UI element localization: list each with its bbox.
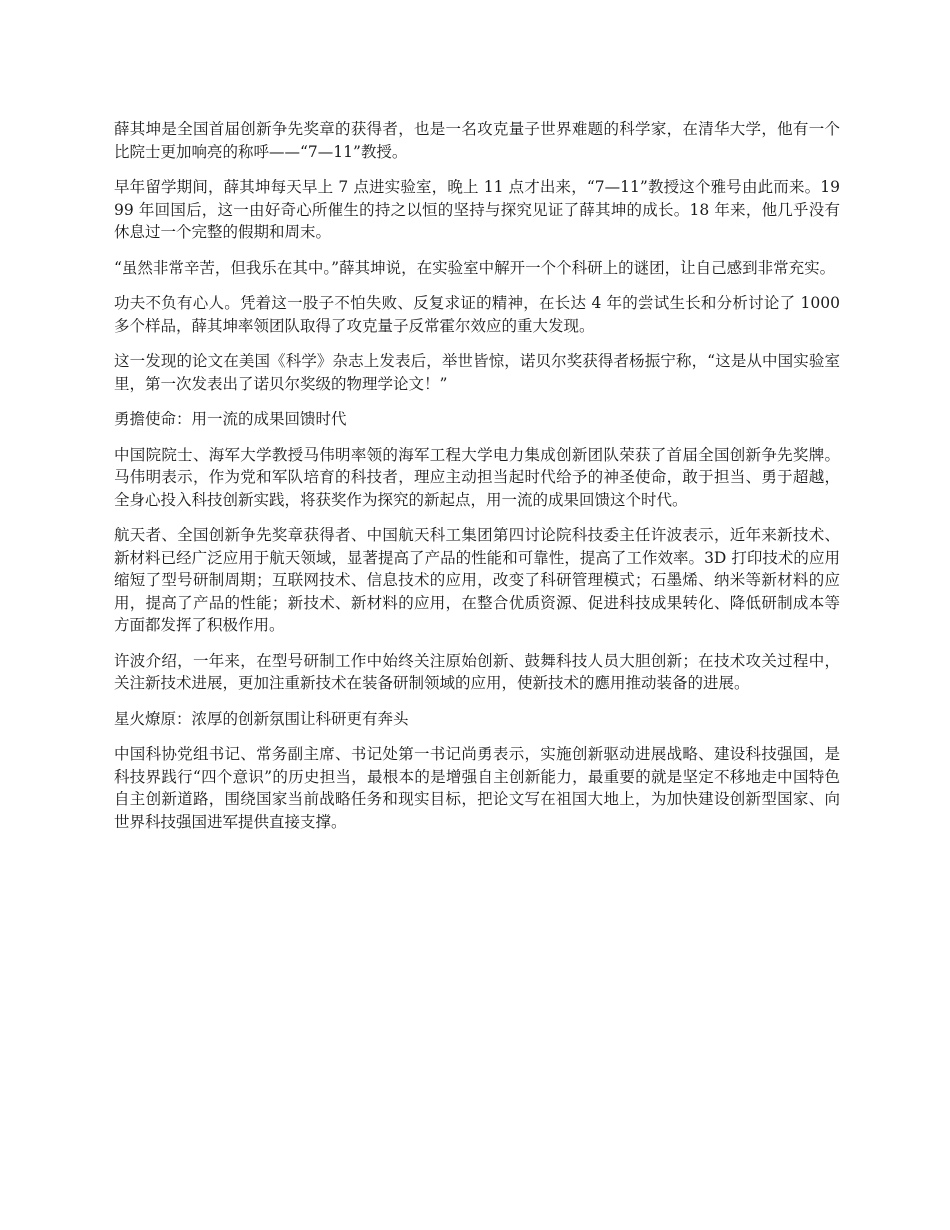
paragraph-xue-discovery: 功夫不负有心人。凭着这一股子不怕失败、反复求证的精神，在长达 4 年的尝试生长和分析讨论了 1000 多个样品，薛其坤率领团队取得了攻克量子反常霍尔效应的重大发现。 [114,294,840,335]
section-heading-mission: 勇擔使命：用一流的成果回馈时代 [114,410,347,428]
paragraph-shang-yong: 中国科协党组书记、常务副主席、书记处第一书记尚勇表示，实施创新驱动进展战略、建设科技强国，是科技界践行“四个意识”的历史担当，最根本的是增强自主创新能力，最重要的就是坚定不移地走中国特色自主创新道路，围绕国家当前战略任务和现实目标，把论文写在祖国大地上，为加快建设创新型国家、向世界科技强国进军提供直接支撑。 [114,745,840,831]
paragraph-ma-weiming: 中国院院士、海军大学教授马伟明率领的海军工程大学电力集成创新团队荣获了首届全国创新争先奖牌。马伟明表示，作为党和军队培育的科技者，理应主动担当起时代给予的神圣使命，敢于担当、勇于超越，全身心投入科技创新实践，将获奖作为探究的新起点，用一流的成果回馈这个时代。 [114,445,840,509]
paragraph-xu-bo-statement: 航天者、全国创新争先奖章获得者、中国航天科工集团第四讨论院科技委主任许波表示，近年来新技术、新材料已经广泛应用于航天领域，显著提高了产品的性能和可靠性，提高了工作效率。3D 打印技术的应用缩短了型号研制周期；互联网技术、信息技术的应用，改变了科研管理模式；石墨烯、纳米等新材料的应用，提高了产品的性能；新技术、新材料的应用，在整合优质资源、促进科技成果转化、降低研制成本等方面都发挥了积极作用。 [114,526,840,634]
document-body [114,118,840,846]
paragraph-xue-intro: 薛其坤是全国首届创新争先奖章的获得者，也是一名攻克量子世界难题的科学家，在清华大学，他有一个比院士更加响亮的称呼——“7—11”教授。 [114,120,840,161]
paragraph-xue-nickname: 早年留学期间，薛其坤每天早上 7 点进实验室，晚上 11 点才出来，“7—11”教授这个雅号由此而来。1999 年回国后，这一由好奇心所催生的持之以恒的坚持与探究见证了薛其坤的成长。18 年来，他几乎没有休息过一个完整的假期和周末。 [114,178,840,241]
paragraph-xue-quote: “虽然非常辛苦，但我乐在其中。”薛其坤说，在实验室中解开一个个科研上的谜团，让自己感到非常充实。 [114,258,836,277]
section-heading-spark: 星火燎原：浓厚的创新氛围让科研更有奔头 [114,709,409,728]
paragraph-xu-bo-intro: 许波介绍，一年来，在型号研制工作中始终关注原始创新、鼓舞科技人员大胆创新；在技术攻关过程中，关注新技术进展，更加注重新技术在装备研制领域的应用，使新技术的應用推动装备的进展。 [114,651,840,692]
paragraph-science-paper: 这一发现的论文在美国《科学》杂志上发表后，举世皆惊，诺贝尔奖获得者杨振宁称，“这是从中国实验室里，第一次发表出了诺贝尔奖级的物理学论文！” [114,352,840,393]
